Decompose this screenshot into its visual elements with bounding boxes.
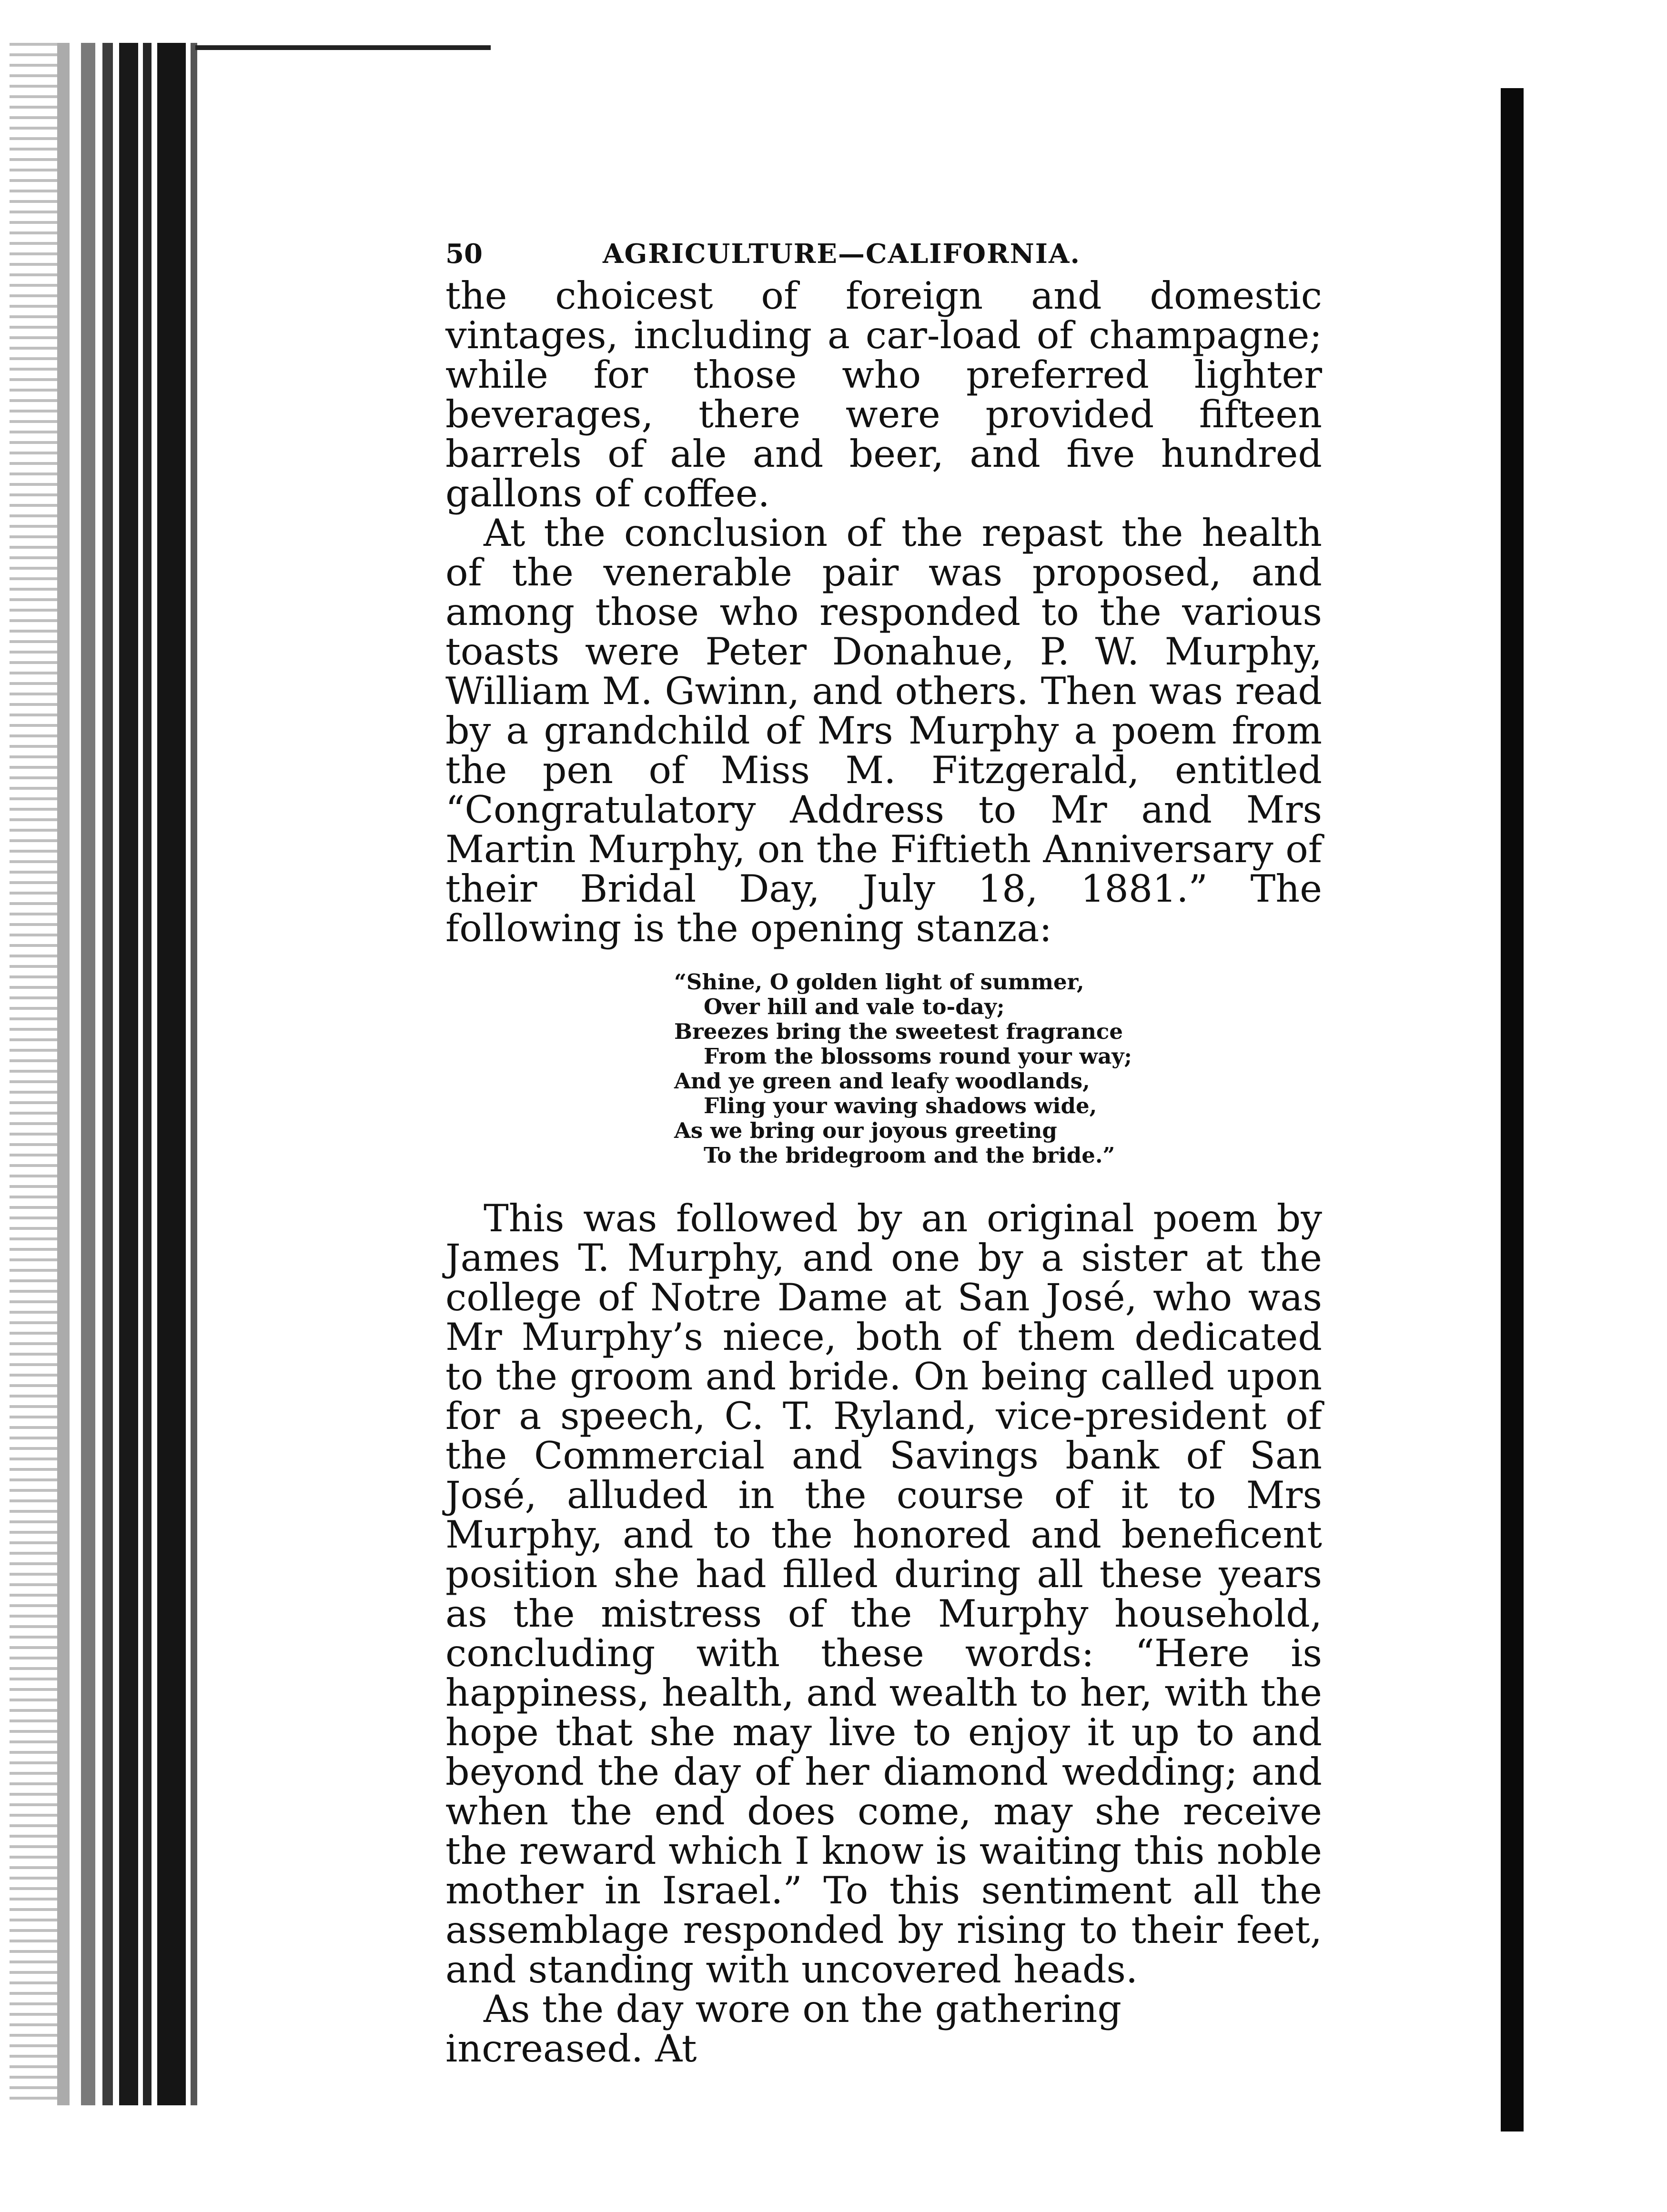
top-page-border [195,45,491,50]
stanza-line: To the bridegroom and the bride.” [704,1143,1115,1168]
running-title: AGRICULTURE—CALIFORNIA. [603,238,1081,270]
page-number: 50 [445,238,483,270]
running-head [445,238,1322,276]
stanza-line: Fling your waving shadows wide, [704,1093,1097,1118]
paragraph-1: the choicest of foreign and domestic vintages, including a car-load of champagne; while for those who preferred lighter beverages, there were provided fifteen barrels of ale and beer, and five hundred gallons of coffee. [445,274,1322,515]
stanza-line: And ye green and leafy woodlands, [674,1068,1090,1094]
stanza-line: As we bring our joyous greeting [674,1118,1057,1143]
stanza [674,970,1322,1168]
paragraph-2: At the conclusion of the repast the health of the venerable pair was proposed, and among those who responded to the various toasts were Peter Donahue, P. W. Murphy, William M. Gwinn, and others. Then was read by a grandchild of Mrs Murphy a poem from the pen of Miss M. Fitzgerald, entitled “Congratulatory Address to Mr and Mrs Martin Murphy, on the Fiftieth Anniversary of their Bridal Day, July 18, 1881.” The following is the opening stanza: [445,511,1322,950]
paragraph-3: This was followed by an original poem by James T. Murphy, and one by a sister at the college of Notre Dame at San José, who was Mr Murphy’s niece, both of them dedicated to the groom and bride. On being called upon for a speech, C. T. Ryland, vice-president of the Commercial and Savings bank of San José, alluded in the course of it to Mrs Murphy, and to the honored and beneficent position she had filled during all these years as the mistress of the Murphy household, concluding with these words: “Here is happiness, health, and wealth to her, with the hope that she may live to enjoy it up to and beyond the day of her diamond wedding; and when the end does come, may she receive the reward which I know is waiting this noble mother in Israel.” To this sentiment all the assemblage responded by rising to their feet, and standing with uncovered heads. [445,1196,1322,1991]
right-edge-shadow [1501,88,1524,2132]
paragraph-4: As the day wore on the gathering increased. At [445,1987,1121,2071]
stanza-line: From the blossoms round your way; [704,1044,1132,1069]
stanza-line: “Shine, O golden light of summer, [674,969,1084,995]
binding-edge-shadow [0,43,210,2105]
stanza-line: Breezes bring the sweetest fragrance [674,1019,1123,1044]
text-block [445,238,1322,2069]
stanza-line: Over hill and vale to-day; [704,994,1005,1019]
